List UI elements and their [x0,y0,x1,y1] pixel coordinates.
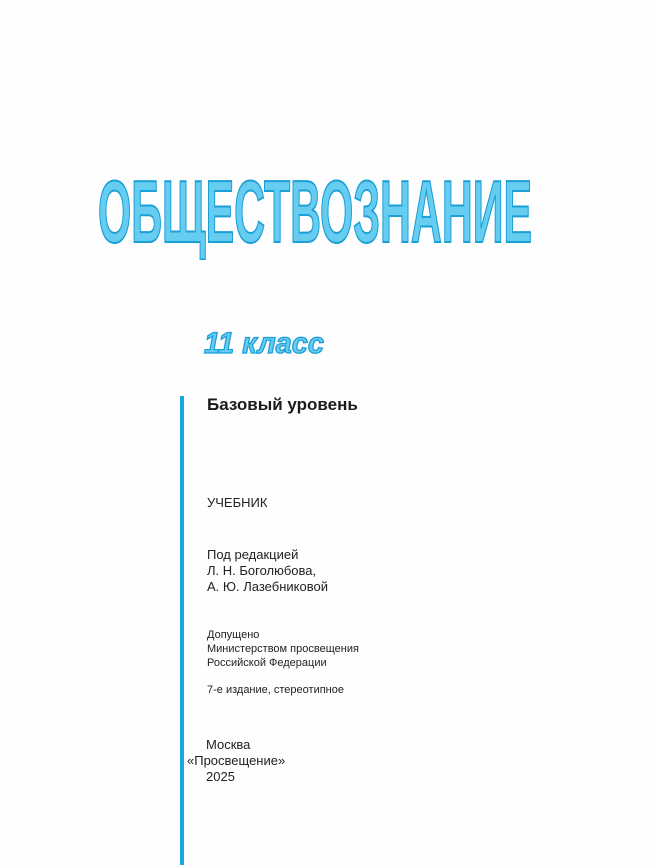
accent-bar [180,396,184,865]
grade-graphic [200,322,330,362]
approval-line: Российской Федерации [207,657,327,669]
book-title-graphic [96,160,536,260]
editors-block [207,547,328,595]
approval-block [207,628,359,670]
editor-name: А. Ю. Лазебниковой [207,579,328,594]
approval-line: Министерством просвещения [207,643,359,655]
approval-line: Допущено [207,629,260,641]
imprint-city: Москва [206,737,251,752]
level-label: Базовый уровень [207,395,358,414]
book-title [96,160,536,260]
grade-label [200,322,330,362]
imprint-publisher: «Просвещение» [187,753,286,768]
grade-text: 11 класс [204,327,325,360]
editors-intro: Под редакцией [207,547,299,562]
imprint-year: 2025 [206,769,235,784]
edition-note: 7-е издание, стереотипное [207,684,344,696]
editor-name: Л. Н. Боголюбова, [207,563,317,578]
book-title-text: ОБЩЕСТВОЗНАНИЕ [98,162,532,260]
document-type: УЧЕБНИК [207,495,268,510]
imprint-block [187,737,327,785]
